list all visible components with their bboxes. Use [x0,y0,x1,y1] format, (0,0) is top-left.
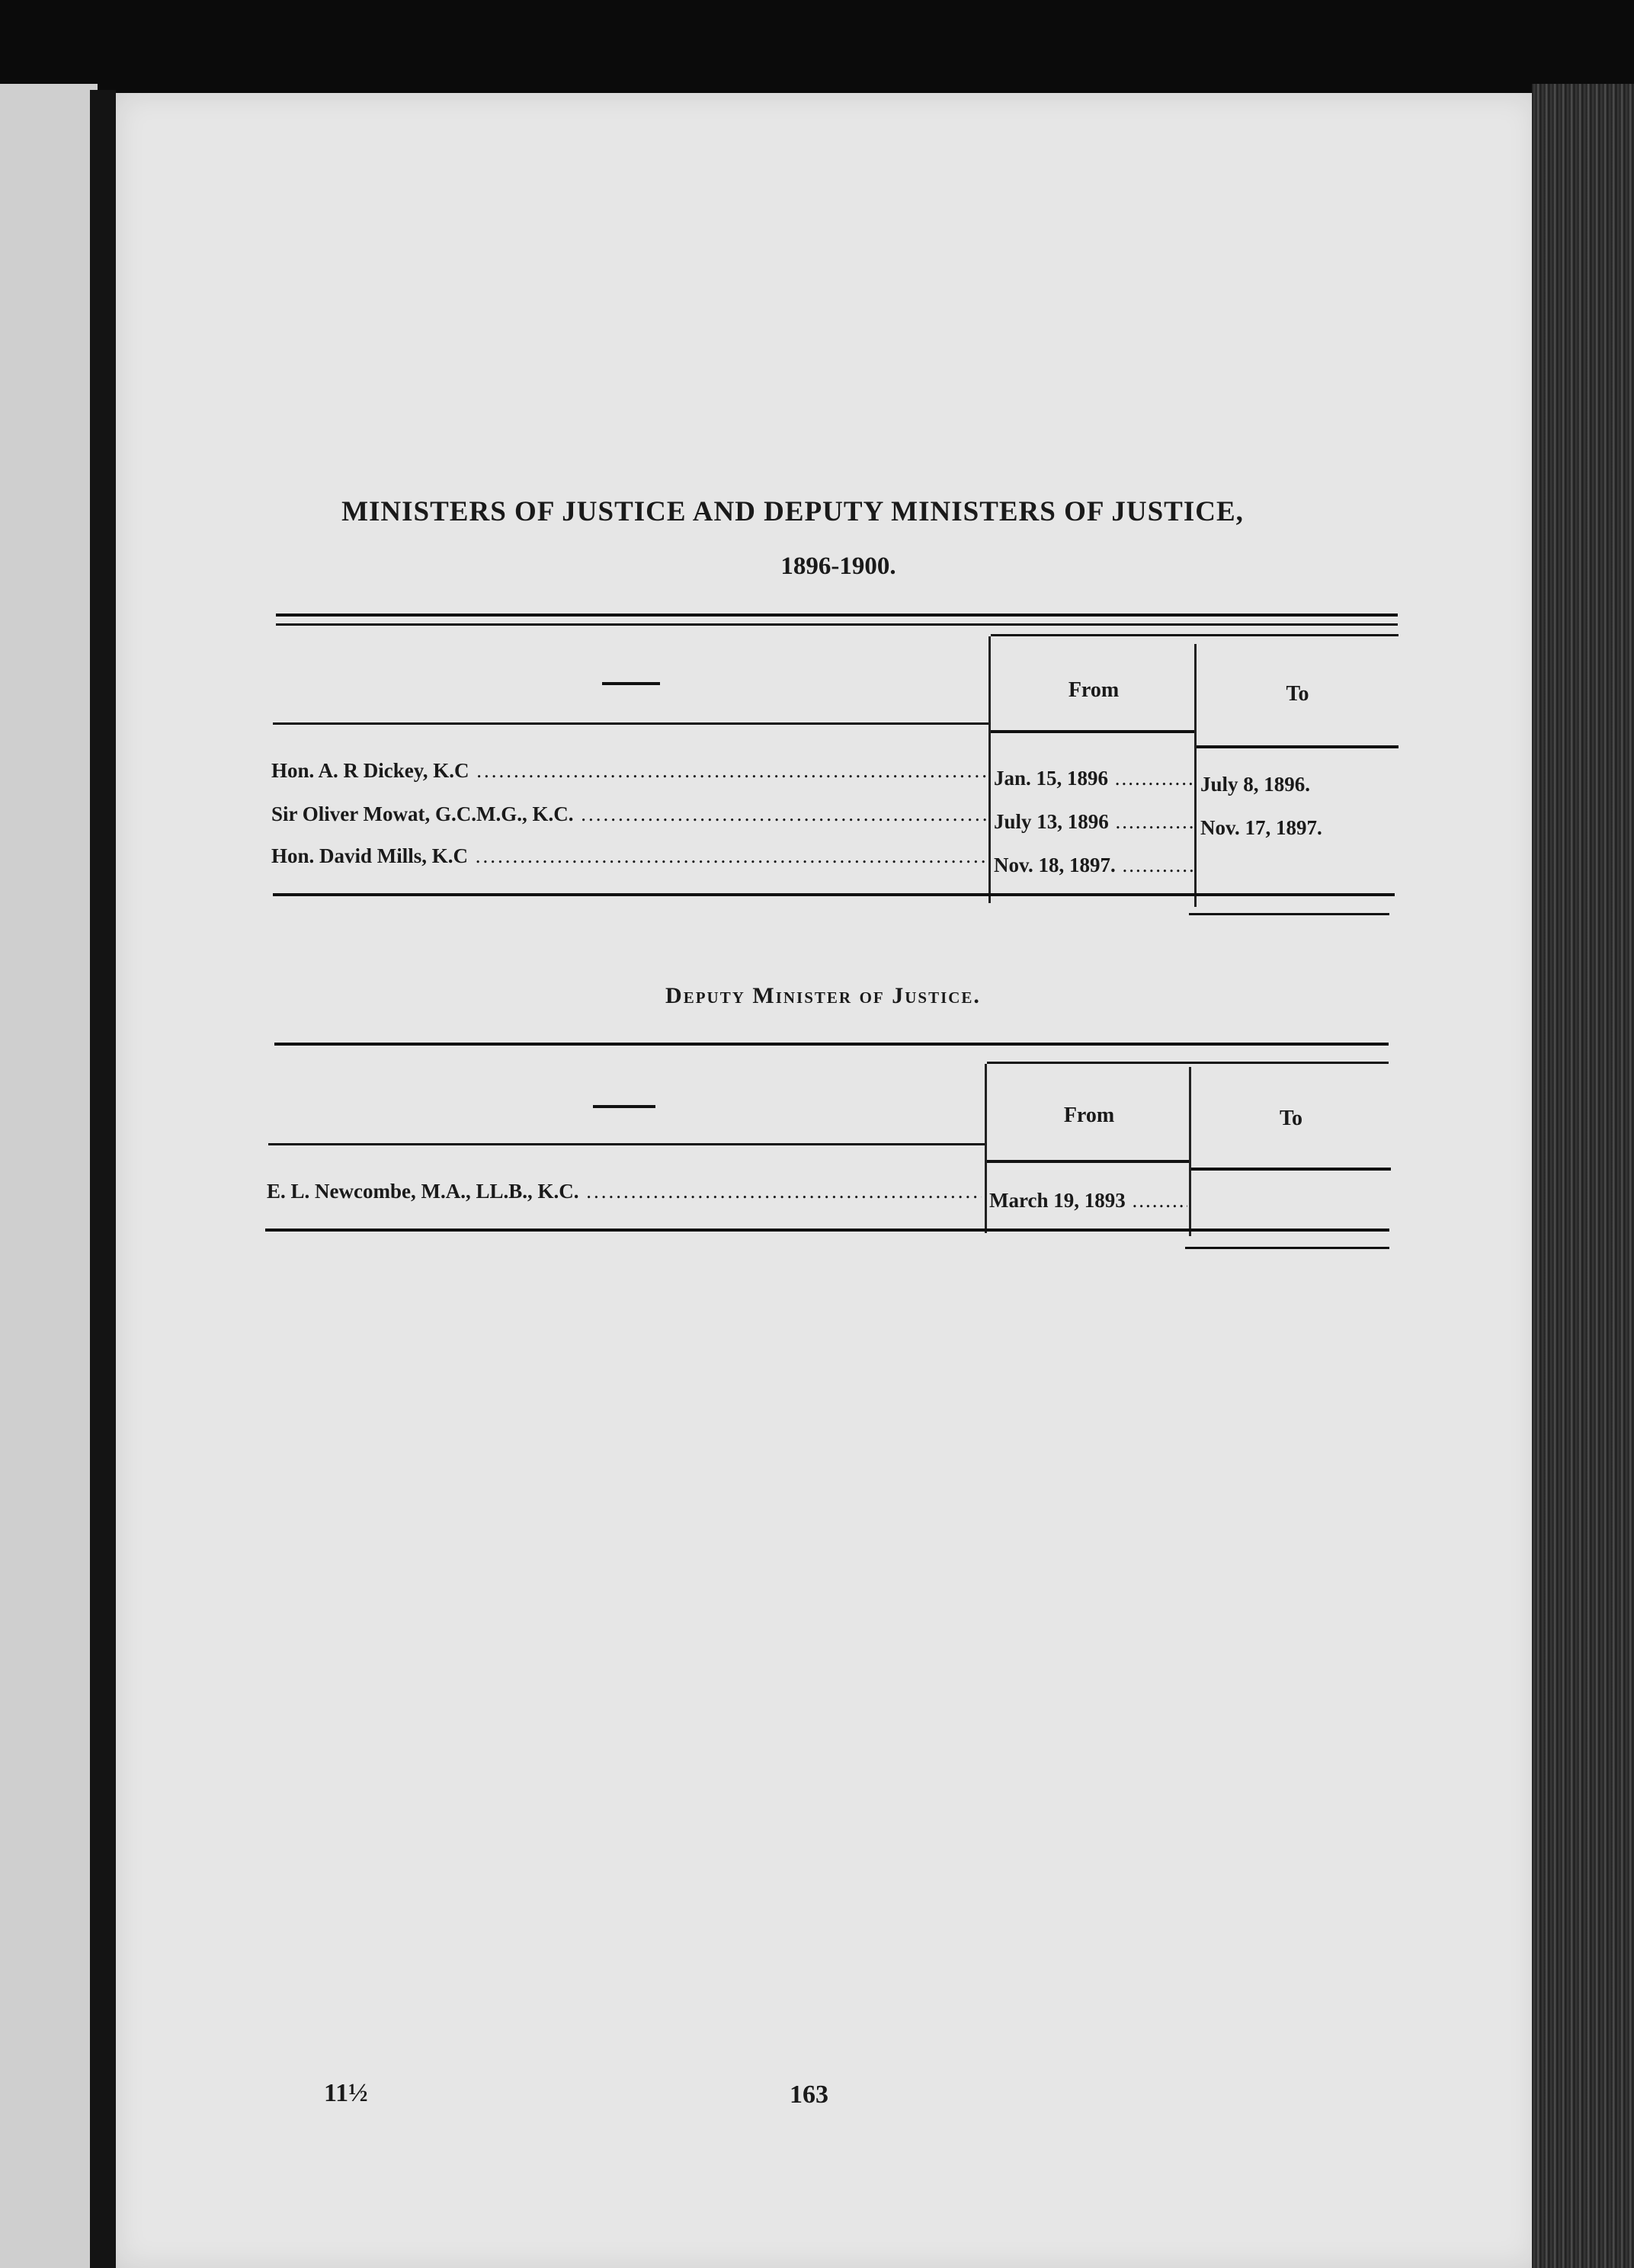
table-row-from: July 13, 1896 ..... [994,810,1193,834]
page-title: MINISTERS OF JUSTICE AND DEPUTY MINISTERS OF JUSTICE, [341,496,1244,527]
deputy-column-divider-to [1189,1067,1191,1236]
book-spine [90,90,116,2268]
column-header-from: From [1068,678,1120,702]
table-bottom-rule-to [1189,913,1389,915]
header-dash [602,682,660,685]
deputy-table-top-rule-right [987,1062,1389,1064]
deputy-column-header-to: To [1279,1107,1303,1130]
deputy-table-bottom-rule-to [1185,1247,1389,1249]
table-top-rule [276,613,1398,617]
deputy-table-top-rule [274,1043,1389,1046]
deputy-header-rule-from [987,1160,1191,1163]
header-rule-left [273,722,991,725]
column-header-to: To [1286,682,1309,706]
table-bottom-rule [273,893,1395,896]
page-stack-edge [1532,84,1634,2268]
deputy-header-rule-left [268,1143,987,1145]
table-row-name: Hon. A. R Dickey, K.C ..... [271,759,988,783]
page-years: 1896-1900. [780,553,896,580]
section-title-deputy: Deputy Minister of Justice. [665,983,981,1008]
table-row-name: Hon. David Mills, K.C ..... [271,844,988,868]
deputy-row-from: March 19, 1893 ..... [989,1189,1187,1212]
table-top-rule-right [991,634,1399,636]
deputy-table-bottom-rule [265,1228,1389,1232]
column-divider-from [988,636,991,903]
signature-mark: 11½ [324,2079,368,2107]
header-rule-to [1197,745,1399,748]
page-number: 163 [790,2081,828,2109]
deputy-row-name: E. L. Newcombe, M.A., LL.B., K.C. ..... [267,1180,982,1203]
column-divider-to [1194,644,1197,907]
table-row-to: Nov. 17, 1897. [1200,816,1322,839]
table-row-from: Jan. 15, 1896 ..... [994,767,1193,790]
deputy-header-rule-to [1191,1168,1391,1171]
table-row-name: Sir Oliver Mowat, G.C.M.G., K.C. ..... [271,802,988,826]
deputy-column-divider-from [985,1064,987,1233]
table-row-to: July 8, 1896. [1200,773,1311,796]
deputy-column-header-from: From [1063,1104,1115,1127]
deputy-header-dash [593,1105,655,1108]
header-rule-from [991,730,1197,733]
facing-page-edge [0,84,98,2268]
table-top-rule-thin [276,623,1398,626]
table-row-from: Nov. 18, 1897. ..... [994,854,1193,877]
